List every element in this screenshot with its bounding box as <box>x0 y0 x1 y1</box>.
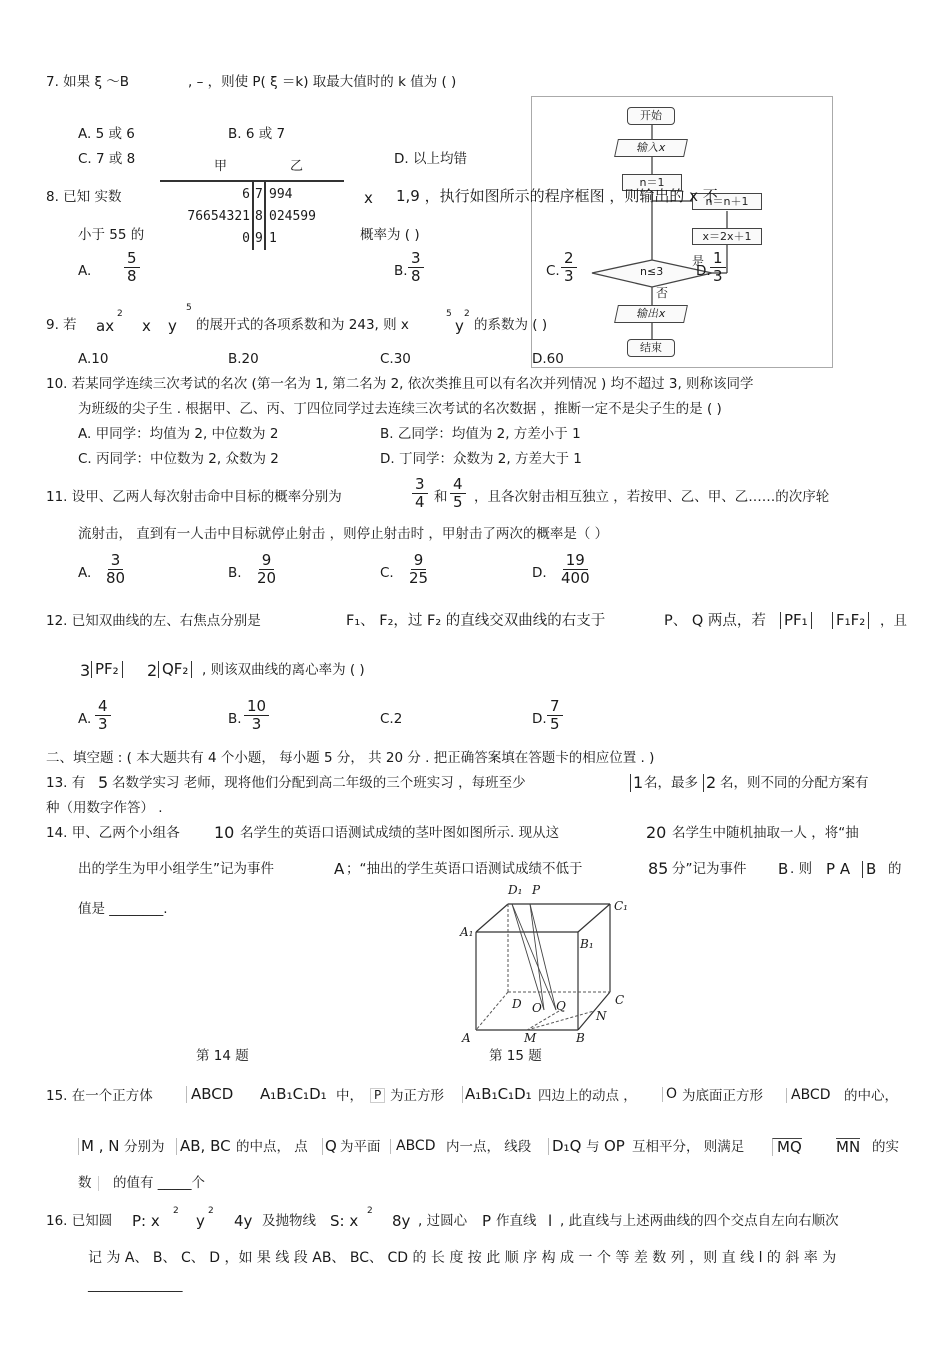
q12-pf1: PF₁ <box>780 612 812 629</box>
q11-option-d-fraction: $\frac{19}{400}$ <box>561 551 590 588</box>
stem-leaf-row-stem: 8 <box>255 209 263 224</box>
q16-stem-d: 作直线 <box>496 1213 537 1229</box>
cube-drawing <box>460 882 634 1046</box>
q14-ten: 10 <box>214 823 235 842</box>
q10-option-b: B. 乙同学：均值为 2, 方差小于 1 <box>380 426 581 442</box>
q14-twenty: 20 <box>646 823 667 842</box>
q9-sup-2: 2 <box>117 309 123 319</box>
flowchart-assign: x＝2x＋1 <box>692 228 762 245</box>
q13-stem-c: 名，最多 <box>644 775 698 791</box>
q16-line-3: ______________ <box>88 1277 183 1293</box>
q16-stem-e: , 此直线与上述两曲线的四个交点自左向右顺次 <box>560 1213 839 1229</box>
cube-label-o: O <box>532 1001 542 1015</box>
cube-label-p: P <box>532 883 541 897</box>
q8-option-a-label: A. <box>78 263 92 279</box>
q9-sup-5b: 5 <box>446 309 452 319</box>
q15-line-2g: 的实 <box>872 1139 899 1155</box>
q12-stem-c: P、 Q 两点，若 <box>664 613 766 629</box>
q11-option-d-label: D. <box>532 565 547 581</box>
q16-center-p: P <box>482 1212 492 1230</box>
q10-line-1: 10. 若某同学连续三次考试的名次 (第一名为 1, 第二名为 2, 依次类推且可以有名次并列情况 ) 均不超过 3, 则称该同学 <box>46 376 754 392</box>
cube-label-n: N <box>596 1009 607 1023</box>
q15-stem-a: 15. 在一个正方体 <box>46 1088 153 1104</box>
stem-leaf-head-left: 甲 <box>214 159 228 174</box>
cube-label-a1: A₁ <box>460 925 474 939</box>
q15-point-p: P <box>370 1088 385 1103</box>
q16-sup-c: 2 <box>367 1206 373 1216</box>
q11-fraction-2: $\frac{4}{5}$ <box>450 476 466 512</box>
q8-option-a-fraction: $\frac{5}{8}$ <box>124 250 140 286</box>
q7-option-a: A. 5 或 6 <box>78 126 135 142</box>
flowchart-increment: n＝n＋1 <box>692 193 762 210</box>
q13-stem-b: 名数学实习 老师，现将他们分配到高二年级的三个班实习 ，每班至少 <box>112 775 526 791</box>
stem-leaf-plot <box>158 158 346 253</box>
q15-stem-e: 为底面正方形 <box>682 1088 763 1104</box>
flowchart <box>531 96 833 368</box>
q15-line-2c: 为平面 <box>340 1139 381 1155</box>
q12-option-a-fraction: $\frac{4}{3}$ <box>95 698 111 734</box>
q8-stem-c: 1,9 ，执行如图所示的程序框图 ，则输出的 x 不 <box>396 187 718 205</box>
stem-leaf-row-right: 024599 <box>269 209 316 224</box>
q12-stem-b: F₁、 F₂，过 F₂ 的直线交双曲线的右支于 <box>346 613 606 629</box>
q14-eighty-five: 85 <box>648 859 669 878</box>
flowchart-output: 输出x <box>614 305 688 323</box>
q14-stem-b: 名学生的英语口语测试成绩的茎叶图如图所示. 现从这 <box>240 825 560 841</box>
q9-stem-a: 9. 若 <box>46 317 77 333</box>
q8-stem-a: 8. 已知 实数 <box>46 189 122 205</box>
q11-option-b-fraction: $\frac{9}{20}$ <box>257 551 277 588</box>
q13-two: 2 <box>703 774 716 792</box>
q13-five: 5 <box>98 773 109 792</box>
q15-stem-d: 四边上的动点 ， <box>538 1088 637 1104</box>
q11-option-a-label: A. <box>78 565 92 581</box>
q14-line-2b: ；“抽出的学生英语口语测试成绩不低于 <box>346 861 583 877</box>
q11-fraction-1: $\frac{3}{4}$ <box>412 476 428 512</box>
flowchart-no-label: 否 <box>656 286 669 300</box>
q12-and: ，且 <box>880 613 907 629</box>
q9-option-c: C.30 <box>380 351 411 367</box>
q14-line-3: 值是 ________. <box>78 901 168 917</box>
stem-leaf-row-stem: 7 <box>255 187 263 202</box>
q8-option-c-fraction: $\frac{2}{3}$ <box>561 250 577 286</box>
q16-sup-b: 2 <box>208 1206 214 1216</box>
q15-abcd-2: ABCD <box>786 1088 831 1103</box>
q16-stem-b: 及抛物线 <box>262 1213 316 1229</box>
stem-leaf-row-left: 6 <box>242 187 250 202</box>
q12-option-b-label: B. <box>228 711 242 727</box>
q11-stem-a: 11. 设甲、乙两人每次射击命中目标的概率分别为 <box>46 489 342 505</box>
q12-option-d-label: D. <box>532 711 547 727</box>
q15-line-2e: 与 <box>586 1139 600 1155</box>
q15-plane-abcd: ABCD <box>390 1139 436 1154</box>
q15-line-3b: 的值有 _____个 <box>98 1176 205 1191</box>
q15-line-2d: 内一点， 线段 <box>446 1139 532 1155</box>
q14-prob-b: B <box>862 861 876 878</box>
cube-label-q: Q <box>556 999 566 1013</box>
q10-line-2: 为班级的尖子生 . 根据甲、乙、丙、丁四位同学过去连续三次考试的名次数据 ，推断一定不是尖子生的是 ( ) <box>78 401 722 417</box>
q14-prob: P A <box>826 860 851 878</box>
q11-option-c-label: C. <box>380 565 394 581</box>
q13-line-2: 种（用数字作答） . <box>46 800 163 816</box>
q16-stem-a: 16. 已知圆 <box>46 1213 113 1229</box>
q9-ax: ax <box>96 317 115 335</box>
q9-option-b: B.20 <box>228 351 259 367</box>
caption-q15: 第 15 题 <box>489 1048 542 1064</box>
cube-label-d: D <box>512 997 522 1011</box>
q11-option-b-label: B. <box>228 565 242 581</box>
q12-coef-3: 3 <box>80 661 91 680</box>
q9-y2: y <box>455 317 464 335</box>
caption-q14: 第 14 题 <box>196 1048 249 1064</box>
q16-stem-c: , 过圆心 <box>418 1213 468 1229</box>
q14-stem-c: 名学生中随机抽取一人 ，将“抽 <box>672 825 859 841</box>
q12-f1f2: F₁F₂ <box>832 612 869 629</box>
q10-option-c: C. 丙同学：中位数为 2, 众数为 2 <box>78 451 279 467</box>
q14-line-2e: 的 <box>888 861 902 877</box>
q11-line-2: 流射击， 直到有一人击中目标就停止射击 ，则停止射击时 ，甲射击了两次的概率是（ ） <box>78 526 609 542</box>
section-2-heading: 二、填空题 : ( 本大题共有 4 个小题， 每小题 5 分， 共 20 分 . 把正确答案填在答题卡的相应位置 . ) <box>46 750 655 766</box>
q7-stem-b: , – ，则使 P( ξ ＝k) 取最大值时的 k 值为 ( ) <box>188 74 457 90</box>
q11-stem-b: ，且各次射击相互独立 ，若按甲、乙、甲、乙……的次序轮 <box>474 489 830 505</box>
q15-cube-name: A₁B₁C₁D₁ <box>260 1085 327 1103</box>
q15-stem-f: 的中心， <box>844 1088 898 1104</box>
q9-option-a: A.10 <box>78 351 109 367</box>
cube-label-c1: C₁ <box>614 899 628 913</box>
q16-4y: 4y <box>234 1212 253 1230</box>
q15-mn-points: M , N <box>78 1138 119 1155</box>
q14-stem-a: 14. 甲、乙两个小组各 <box>46 825 180 841</box>
q7-option-c: C. 7 或 8 <box>78 151 136 167</box>
flowchart-init: n＝1 <box>622 174 682 191</box>
q15-stem-b: 中， <box>336 1088 363 1104</box>
cube-label-d1: D₁ <box>508 883 523 897</box>
q11-option-a-fraction: $\frac{3}{80}$ <box>106 551 126 588</box>
q14-line-2a: 出的学生为甲小组学生”记为事件 <box>78 861 274 877</box>
q8-stem-d: 小于 55 的 <box>78 227 145 243</box>
q9-sup-5: 5 <box>186 303 192 313</box>
cube-label-c: C <box>615 993 625 1007</box>
q7-option-b: B. 6 或 7 <box>228 126 286 142</box>
q15-line-2f: 互相平分， 则满足 <box>632 1139 745 1155</box>
q16-sup-a: 2 <box>173 1206 179 1216</box>
q14-event-b: B <box>778 860 789 878</box>
q11-option-c-fraction: $\frac{9}{25}$ <box>409 551 429 588</box>
q8-option-d-fraction: $\frac{1}{3}$ <box>710 250 726 286</box>
stem-leaf-row-right: 994 <box>269 187 293 202</box>
q14-line-2c: 分”记为事件 <box>672 861 747 877</box>
cube-label-a: A <box>462 1031 471 1045</box>
q15-vector-mq: MQ <box>772 1138 802 1156</box>
q7-stem-a: 7. 如果 ξ ～B <box>46 74 130 90</box>
q9-stem-b: 的展开式的各项系数和为 243, 则 x <box>196 317 409 333</box>
q9-stem-c: 的系数为 ( ) <box>474 317 548 333</box>
q16-line-2: 记 为 A、 B、 C、 D ，如 果 线 段 AB、 BC、 CD 的 长 度 按 此 顺 序 构 成 一 个 等 差 数 列 ，则 直 线 l 的 斜 率 为 <box>88 1250 837 1266</box>
cube-label-m: M <box>524 1031 537 1045</box>
cube-figure <box>460 882 634 1046</box>
flowchart-input: 输入x <box>614 139 688 157</box>
q15-abcd: ABCD <box>186 1086 233 1103</box>
q8-option-c-label: C. <box>546 263 560 279</box>
q12-coef-2: 2 <box>147 661 158 680</box>
flowchart-yes-label: 是 <box>692 254 705 268</box>
q14-line-2d: . 则 <box>790 861 813 877</box>
q12-option-a-label: A. <box>78 711 92 727</box>
q10-option-a: A. 甲同学：均值为 2, 中位数为 2 <box>78 426 279 442</box>
q8-option-d-label: D. <box>696 263 711 279</box>
q12-option-c: C.2 <box>380 711 403 727</box>
q16-8y: 8y <box>392 1212 411 1230</box>
q15-point-o: O <box>662 1087 677 1102</box>
q8-option-b-fraction: $\frac{3}{8}$ <box>408 250 424 286</box>
q15-line-3a: 数 <box>78 1175 92 1191</box>
q12-option-d-fraction: $\frac{7}{5}$ <box>547 698 563 734</box>
q8-option-b-label: B. <box>394 263 408 279</box>
q12-option-b-fraction: $\frac{10}{3}$ <box>244 698 269 734</box>
q12-line-2: , 则该双曲线的离心率为 ( ) <box>202 662 365 678</box>
q12-pf2: PF₂ <box>91 661 123 678</box>
stem-leaf-head-right: 乙 <box>290 159 304 174</box>
q15-line-2b: 的中点， 点 <box>236 1139 308 1155</box>
q15-d1q: D₁Q <box>548 1138 581 1155</box>
q15-stem-c: 为正方形 <box>390 1088 444 1104</box>
q16-parabola: S: x <box>330 1212 359 1230</box>
flowchart-end: 结束 <box>627 339 675 357</box>
q15-line-2a: 分别为 <box>124 1139 165 1155</box>
cube-label-b1: B₁ <box>580 937 594 951</box>
flowchart-condition: n≤3 <box>640 265 664 278</box>
q10-option-d: D. 丁同学：众数为 2, 方差大于 1 <box>380 451 582 467</box>
q13-one: 1 <box>630 774 643 792</box>
q14-event-a: A <box>334 860 345 878</box>
q13-stem-d: 名，则不同的分配方案有 <box>720 775 869 791</box>
q15-ab-bc: AB, BC <box>176 1138 231 1155</box>
q9-option-d: D.60 <box>532 351 564 367</box>
flowchart-start: 开始 <box>627 107 675 125</box>
q13-stem-a: 13. 有 <box>46 775 86 791</box>
q16-y: y <box>196 1212 205 1230</box>
q15-op: OP <box>604 1137 625 1155</box>
stem-leaf-row-left: 0 <box>242 231 250 246</box>
q15-vector-mn: MN <box>836 1138 861 1156</box>
stem-leaf-row-stem: 9 <box>255 231 263 246</box>
q8-stem-b: x <box>364 189 373 207</box>
q12-qf2: QF₂ <box>158 661 192 678</box>
q12-stem-a: 12. 已知双曲线的左、右焦点分别是 <box>46 613 261 629</box>
flowchart-arrows <box>532 97 832 367</box>
q9-sup-2b: 2 <box>464 309 470 319</box>
q15-point-q: Q <box>322 1138 337 1155</box>
q16-line-l: l <box>548 1212 553 1230</box>
q9-x: x <box>142 317 151 335</box>
q15-face: A₁B₁C₁D₁ <box>462 1086 532 1103</box>
q16-circle: P: x <box>132 1212 160 1230</box>
q8-stem-e: 概率为 ( ) <box>360 227 420 243</box>
stem-leaf-row-right: 1 <box>269 231 277 246</box>
cube-label-b: B <box>576 1031 585 1045</box>
q9-y: y <box>168 317 177 335</box>
q11-and: 和 <box>434 489 448 505</box>
q7-option-d: D. 以上均错 <box>394 151 467 167</box>
stem-leaf-row-left: 76654321 <box>187 209 250 224</box>
